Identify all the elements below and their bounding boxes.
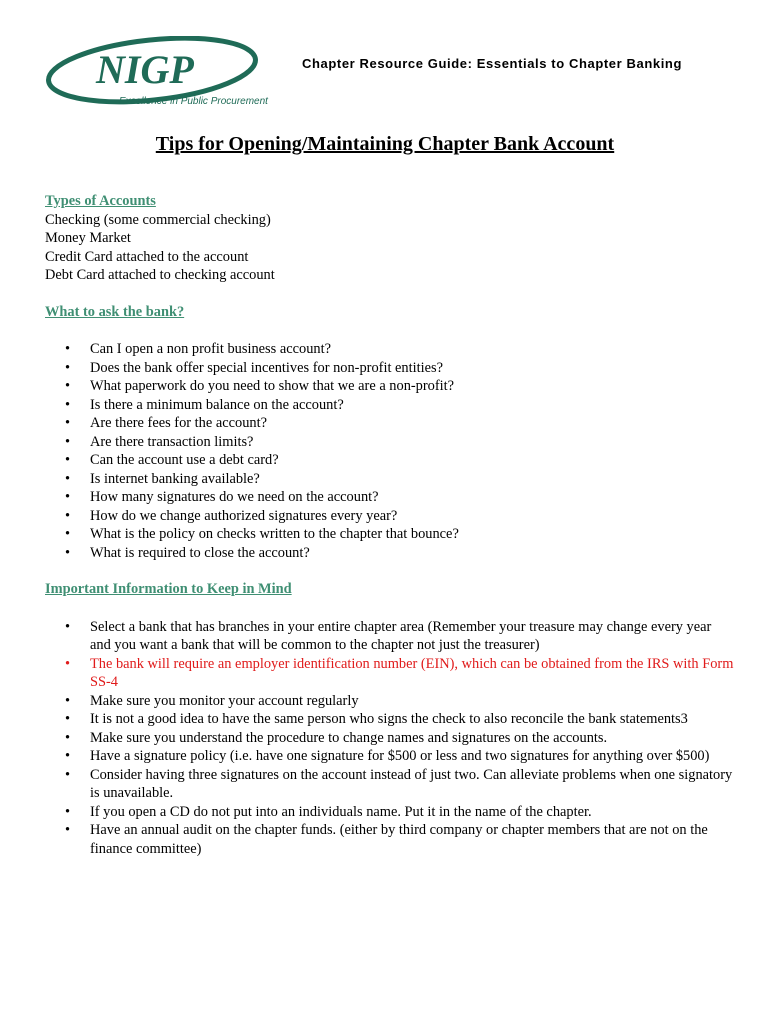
important-list xyxy=(45,618,735,859)
list-item-ein: • The bank will require an employer identification number (EIN), which can be obtained from the IRS with Form SS-4 xyxy=(45,655,735,692)
list-item: • Does the bank offer special incentives for non-profit entities? xyxy=(45,359,735,378)
account-type-line: Credit Card attached to the account xyxy=(45,248,249,265)
types-heading: Types of Accounts xyxy=(45,193,156,209)
important-heading: Important Information to Keep in Mind xyxy=(45,581,292,597)
list-item: • Make sure you monitor your account regularly xyxy=(45,692,735,711)
list-item: • Can the account use a debt card? xyxy=(45,451,735,470)
list-item: • Is there a minimum balance on the account? xyxy=(45,396,735,415)
account-type-line: Money Market xyxy=(45,230,131,246)
list-item: • What paperwork do you need to show that we are a non-profit? xyxy=(45,377,735,396)
logo-text: NIGP xyxy=(96,47,194,92)
list-item: • If you open a CD do not put into an individuals name. Put it in the name of the chapter. xyxy=(45,803,735,822)
list-item: • What is the policy on checks written to the chapter that bounce? xyxy=(45,525,735,544)
list-item: • Are there transaction limits? xyxy=(45,433,735,452)
list-item: • How do we change authorized signatures every year? xyxy=(45,507,735,526)
nigp-logo xyxy=(44,36,284,110)
list-item: • It is not a good idea to have the same person who signs the check to also reconcile the bank statements3 xyxy=(45,710,735,729)
list-item: • Consider having three signatures on the account instead of just two. Can alleviate problems when one signatory is unavailable. xyxy=(45,766,735,803)
header-title: Chapter Resource Guide: Essentials to Chapter Banking xyxy=(302,56,682,71)
document-body xyxy=(45,192,735,858)
list-item: • Have a signature policy (i.e. have one signature for $500 or less and two signatures for anything over $500) xyxy=(45,747,735,766)
ask-heading: What to ask the bank? xyxy=(45,303,185,320)
ask-list xyxy=(45,340,735,562)
account-type-line: Checking (some commercial checking) xyxy=(45,211,271,228)
account-type-line: Debt Card attached to checking account xyxy=(45,267,275,283)
list-item: • How many signatures do we need on the account? xyxy=(45,488,735,507)
list-item: • Make sure you understand the procedure to change names and signatures on the accounts. xyxy=(45,729,735,748)
page-title: Tips for Opening/Maintaining Chapter Bank Account xyxy=(155,133,615,155)
list-item: • What is required to close the account? xyxy=(45,544,735,563)
list-item: • Are there fees for the account? xyxy=(45,414,735,433)
list-item: • Can I open a non profit business account? xyxy=(45,340,735,359)
list-item: • Is internet banking available? xyxy=(45,470,735,489)
list-item: • Select a bank that has branches in your entire chapter area (Remember your treasure may change every year and you want a bank that will be common to the chapter not just the treasurer) xyxy=(45,618,735,655)
list-item: • Have an annual audit on the chapter funds. (either by third company or chapter members that are not on the finance committee) xyxy=(45,821,735,858)
logo-tagline: Excellence in Public Procurement xyxy=(119,96,268,107)
